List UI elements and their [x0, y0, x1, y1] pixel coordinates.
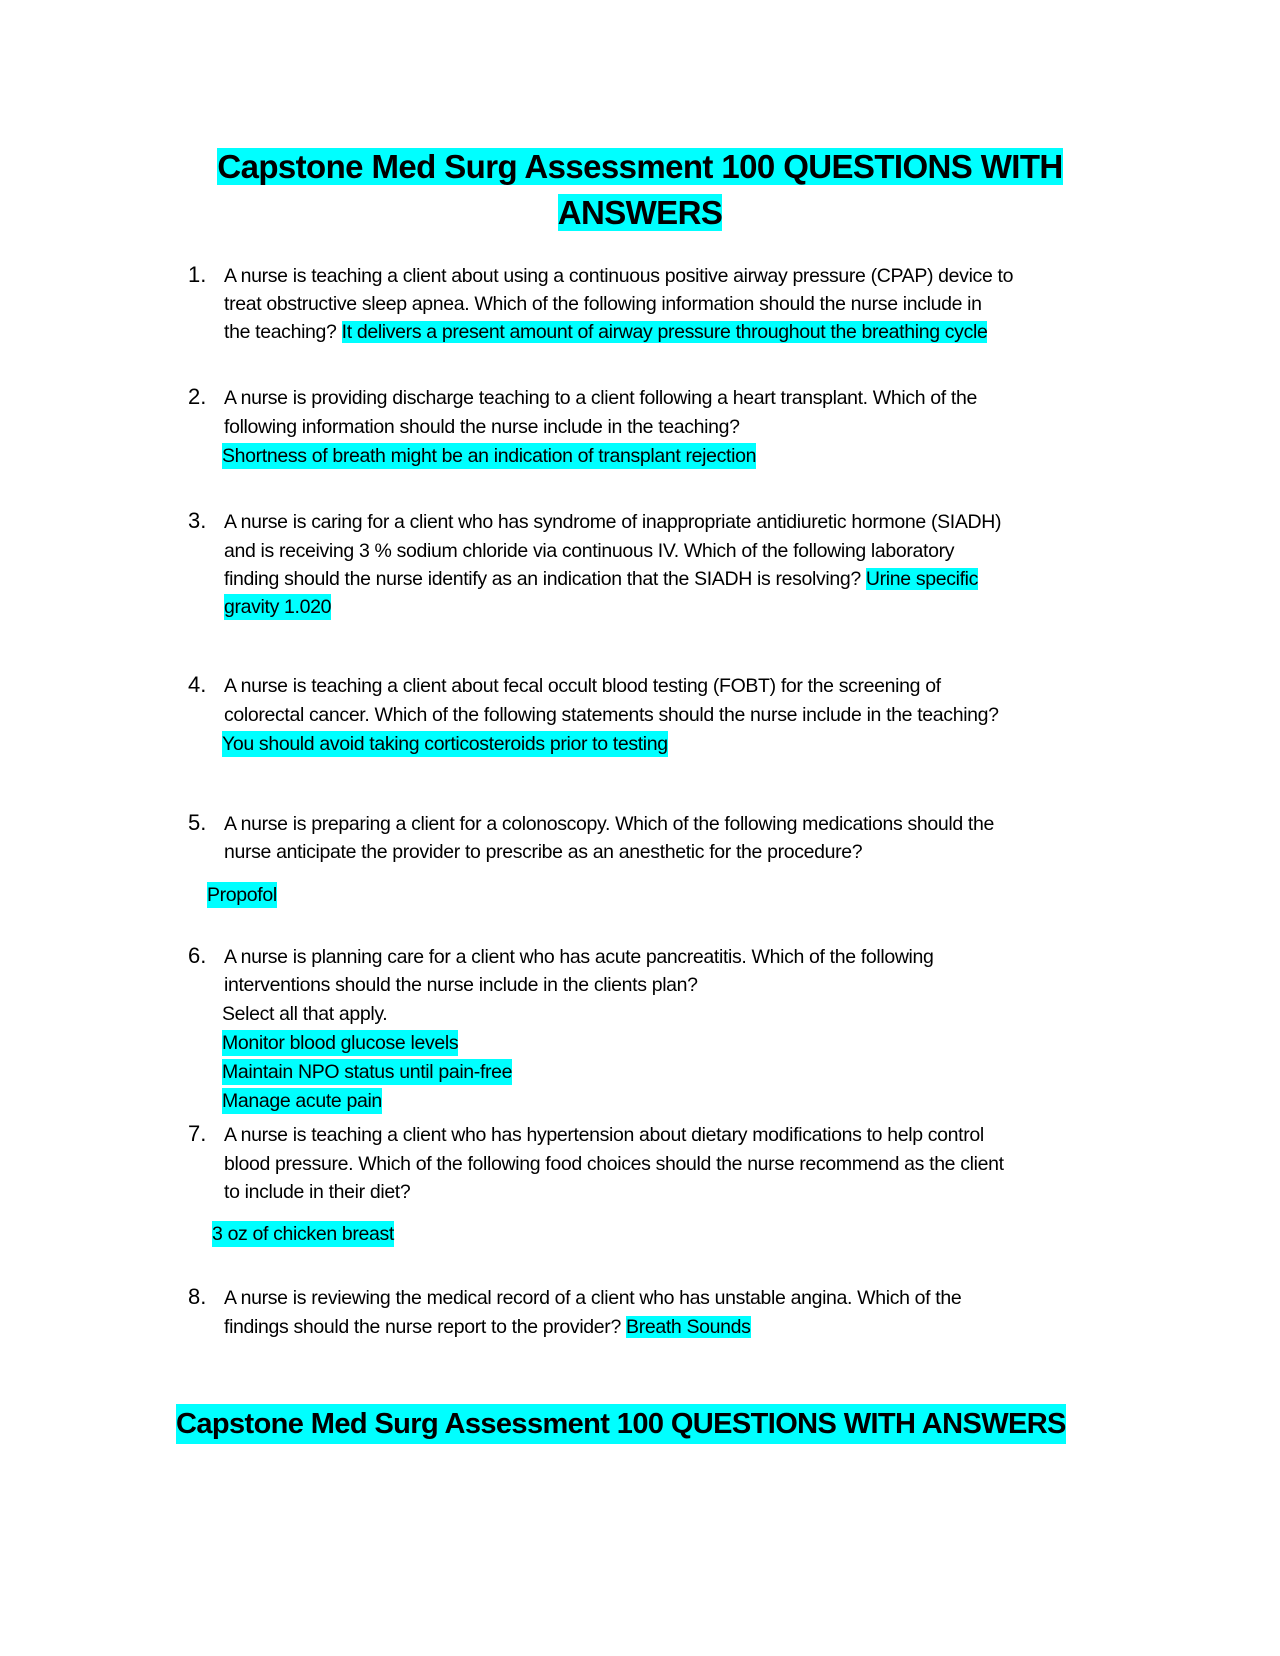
answer-highlight: Propofol: [207, 884, 277, 906]
question-text: treat obstructive sleep apnea. Which of the following information should the nurse include in: [224, 293, 982, 315]
question-text: A nurse is preparing a client for a colonoscopy. Which of the following medications should the: [224, 813, 994, 835]
question-text-line: [224, 1314, 751, 1340]
question-number: 3.: [188, 508, 207, 533]
answer-highlight: Manage acute pain: [222, 1090, 382, 1112]
question-number: 1.: [188, 262, 207, 287]
question-text: A nurse is planning care for a client who has acute pancreatitis. Which of the following: [224, 946, 934, 968]
title-line-1: Capstone Med Surg Assessment 100 QUESTIONS WITH: [217, 148, 1063, 185]
question-text: to include in their diet?: [224, 1181, 411, 1203]
question-number: 4.: [188, 672, 207, 697]
question-text: the teaching?: [224, 321, 337, 343]
question-text: colorectal cancer. Which of the following statements should the nurse include in the teaching?: [224, 704, 999, 726]
answer-highlight: It delivers a present amount of airway pressure throughout the breathing cycle: [341, 321, 988, 343]
question-text: finding should the nurse identify as an indication that the SIADH is resolving?: [224, 568, 861, 590]
answer-highlight: You should avoid taking corticosteroids prior to testing: [222, 733, 668, 755]
question-text-line: [224, 319, 987, 345]
question-text: Select all that apply.: [222, 1003, 388, 1025]
document-title-cont: [0, 191, 1280, 235]
answer-highlight: Shortness of breath might be an indication of transplant rejection: [222, 445, 757, 467]
question-text: nurse anticipate the provider to prescribe as an anesthetic for the procedure?: [224, 841, 863, 863]
answer-highlight: Urine specific: [865, 568, 979, 590]
document-title: [0, 145, 1280, 189]
answer-highlight: Monitor blood glucose levels: [222, 1032, 459, 1054]
question-text-line: [224, 566, 978, 592]
question-number: 7.: [188, 1121, 207, 1146]
question-text: findings should the nurse report to the provider?: [224, 1316, 621, 1338]
question-text: A nurse is teaching a client about using a continuous positive airway pressure (CPAP) device to: [224, 265, 1014, 287]
answer-highlight: Maintain NPO status until pain-free: [222, 1061, 513, 1083]
question-text: blood pressure. Which of the following food choices should the nurse recommend as the client: [224, 1153, 1004, 1175]
question-text: A nurse is teaching a client about fecal occult blood testing (FOBT) for the screening of: [224, 675, 941, 697]
question-number: 2.: [188, 384, 207, 409]
question-text: A nurse is providing discharge teaching to a client following a heart transplant. Which of the: [224, 387, 977, 409]
title-line-2: ANSWERS: [557, 194, 723, 231]
answer-highlight: 3 oz of chicken breast: [212, 1223, 394, 1245]
question-text: A nurse is teaching a client who has hypertension about dietary modifications to help control: [224, 1124, 984, 1146]
question-number: 5.: [188, 810, 207, 835]
question-text: A nurse is caring for a client who has syndrome of inappropriate antidiuretic hormone (SIADH): [224, 511, 1002, 533]
question-text: A nurse is reviewing the medical record of a client who has unstable angina. Which of the: [224, 1287, 962, 1309]
question-number: 6.: [188, 943, 207, 968]
answer-highlight: gravity 1.020: [224, 596, 332, 618]
answer-highlight: Breath Sounds: [626, 1316, 751, 1338]
question-text: interventions should the nurse include in the clients plan?: [224, 974, 698, 996]
footer-title: Capstone Med Surg Assessment 100 QUESTIONS WITH ANSWERS: [176, 1404, 1066, 1444]
question-number: 8.: [188, 1284, 207, 1309]
question-text: following information should the nurse include in the teaching?: [224, 416, 740, 438]
question-text: and is receiving 3 % sodium chloride via continuous IV. Which of the following laboratory: [224, 540, 955, 562]
